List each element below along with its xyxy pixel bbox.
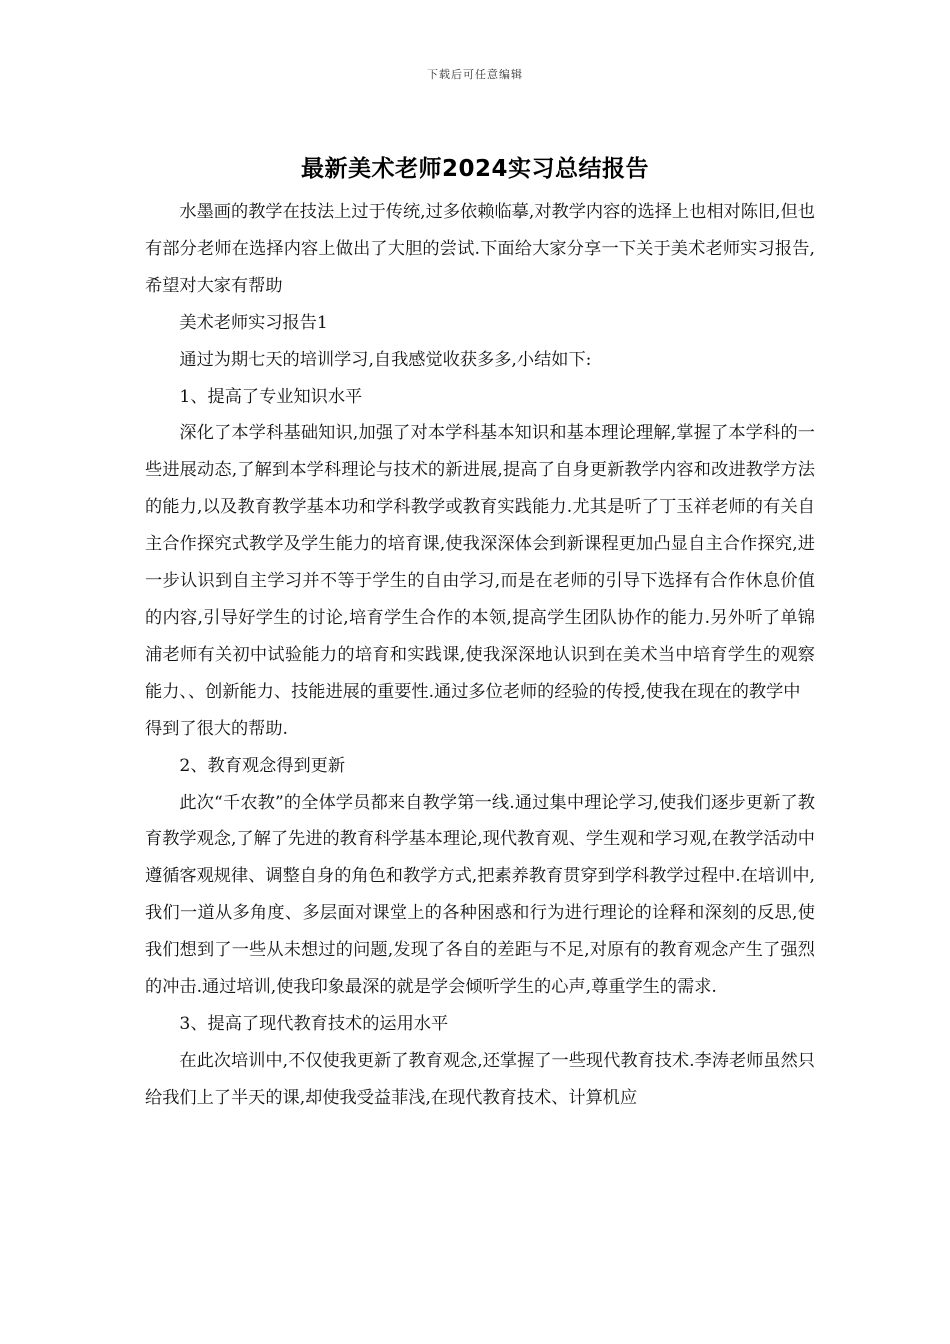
summary-intro-paragraph: 通过为期七天的培训学习,自我感觉收获多多,小结如下: [179,349,592,370]
document-title: 最新美术老师2024实习总结报告 [300,156,649,182]
intro-paragraph: 水墨画的教学在技法上过于传统,过多依赖临摹,对教学内容的选择上也相对陈旧,但也有部分老师在选择内容上做出了大胆的尝试.下面给大家分享一下关于美术老师实习报告,希望对大家有帮助 [145,202,815,296]
document-body [145,194,815,1117]
section-1-continuation: 得到了很大的帮助. [145,718,288,739]
section-heading-2: 2、教育观念得到更新 [179,755,346,776]
section-2-paragraph: 此次“千农教”的全体学员都来自教学第一线.通过集中理论学习,使我们逐步更新了教育教学观念,了解了先进的教育科学基本理论,现代教育观、学生观和学习观,在教学活动中遵循客观规律、调整自身的角色和教学方式,把素养教育贯穿到学科教学过程中.在培训中,我们一道从多角度、多层面对课堂上的各种困惑和行为进行理论的诠释和深刻的反思,使我们想到了一些从未想过的问题,发现了各自的差距与不足,对原有的教育观念产生了强烈的冲击.通过培训,使我印象最深的就是学会倾听学生的心声,尊重学生的需求. [145,792,815,998]
section-heading-1: 1、提高了专业知识水平 [179,386,363,407]
report-subtitle: 美术老师实习报告1 [179,312,328,333]
section-1-paragraph: 深化了本学科基础知识,加强了对本学科基本知识和基本理论理解,掌握了本学科的一些进展动态,了解到本学科理论与技术的新进展,提高了自身更新教学内容和改进教学方法的能力,以及教育教学基本功和学科教学或教育实践能力.尤其是听了丁玉祥老师的有关自主合作探究式教学及学生能力的培育课,使我深深体会到新课程更加凸显自主合作探究,进一步认识到自主学习并不等于学生的自由学习,而是在老师的引导下选择有合作休息价值的内容,引导好学生的讨论,培育学生合作的本领,提高学生团队协作的能力.另外听了单锦浦老师有关初中试验能力的培育和实践课,使我深深地认识到在美术当中培育学生的观察能力、、创新能力、技能进展的重要性.通过多位老师的经验的传授,使我在现在的教学中 [145,423,815,702]
section-3-paragraph: 在此次培训中,不仅使我更新了教育观念,还掌握了一些现代教育技术.李涛老师虽然只给我们上了半天的课,却使我受益菲浅,在现代教育技术、计算机应 [145,1050,815,1108]
header-note: 下载后可任意编辑 [427,68,523,81]
section-heading-3: 3、提高了现代教育技术的运用水平 [179,1013,449,1034]
